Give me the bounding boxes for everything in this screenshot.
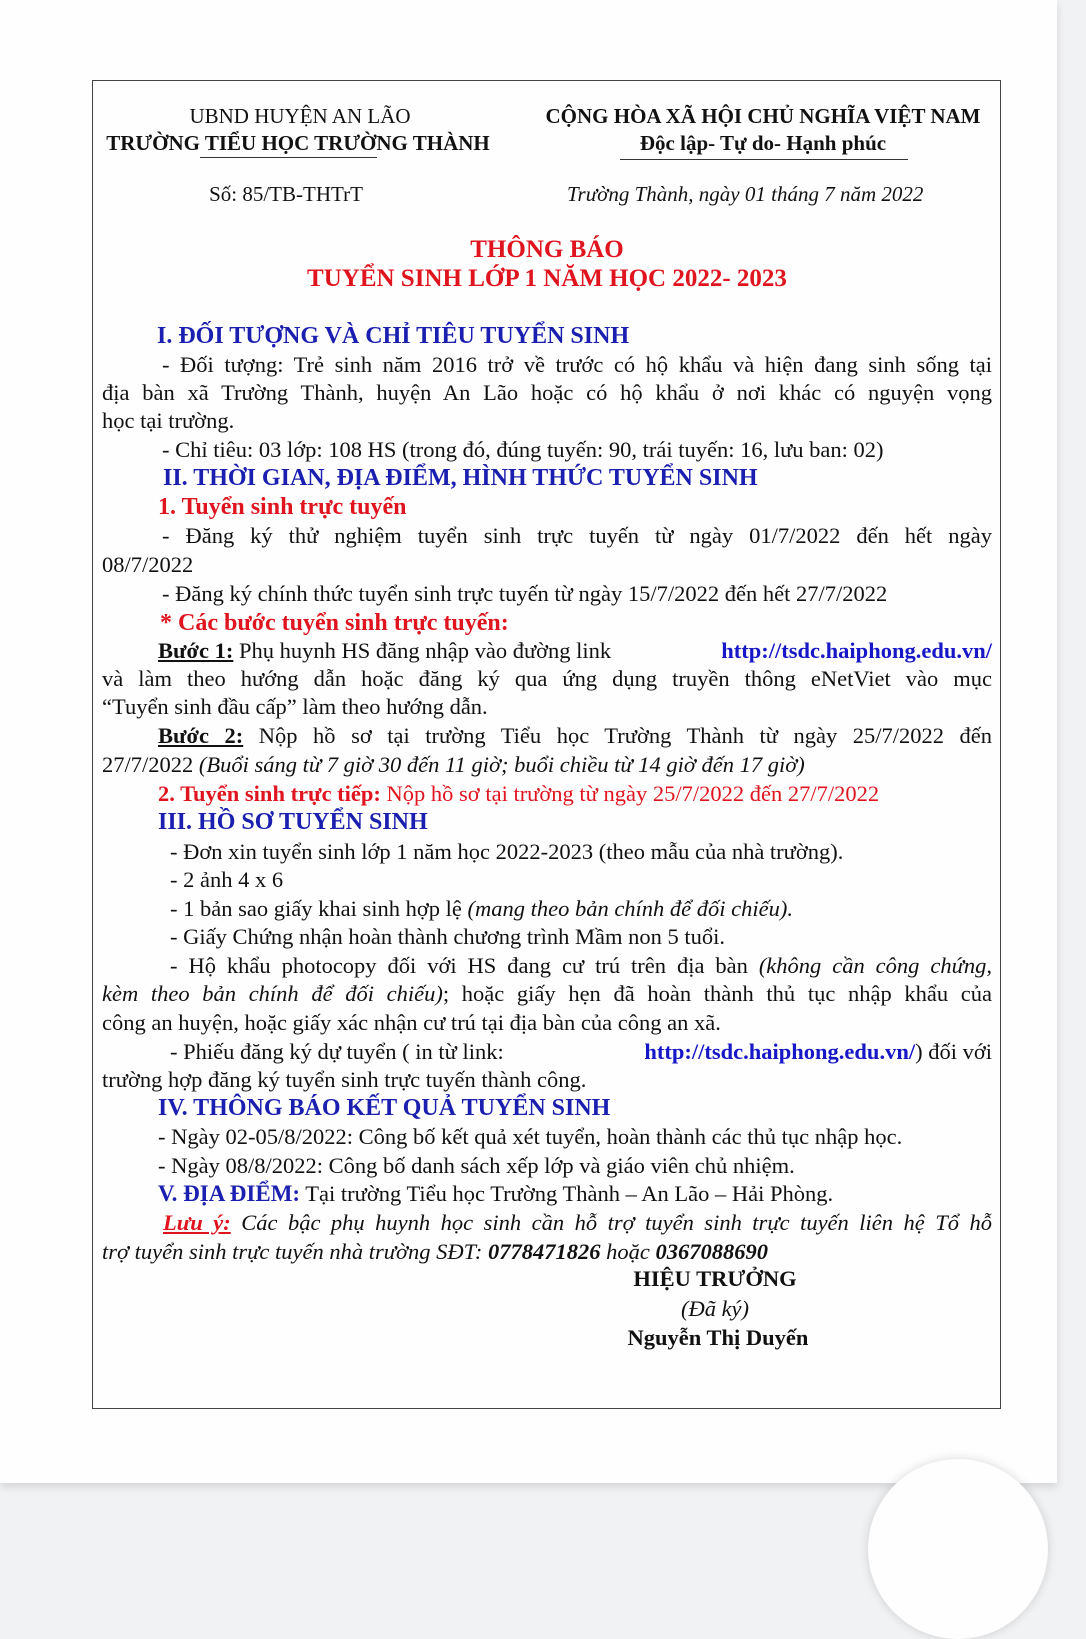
- direct-admission-label: 2. Tuyển sinh trực tiếp:: [158, 781, 381, 806]
- motto-underline: [620, 159, 908, 160]
- step-1-text: Phụ huynh HS đăng nhập vào đường link: [233, 638, 617, 663]
- note-text: Các bậc phụ huynh học sinh cần hỗ trợ tuyển sinh trực tuyến liên hệ Tổ hỗ: [230, 1210, 992, 1235]
- section-2-sub1: 1. Tuyển sinh trực tuyến: [158, 494, 407, 520]
- step-1-label: Bước 1:: [158, 638, 234, 663]
- country-motto: Độc lập- Tự do- Hạnh phúc: [639, 131, 887, 155]
- dossier-item-6-line1: [170, 1039, 992, 1065]
- dossier-item-6-text: - Phiếu đăng ký dự tuyển ( in từ link:: [170, 1039, 510, 1064]
- trial-registration-line2: 08/7/2022: [102, 552, 194, 577]
- dossier-item-6-link[interactable]: http://tsdc.haiphong.edu.vn/: [644, 1039, 916, 1064]
- note-text-cont: trợ tuyển sinh trực tuyến nhà trường SĐT:: [102, 1239, 489, 1264]
- dossier-item-3-note: (mang theo bản chính để đối chiếu).: [467, 896, 794, 921]
- section-1-target-line1: - Đối tượng: Trẻ sinh năm 2016 trở về trước có hộ khẩu và hiện đang sinh sống tại: [162, 352, 992, 377]
- note-or: hoặc: [600, 1239, 656, 1264]
- country-name: CỘNG HÒA XÃ HỘI CHỦ NGHĨA VIỆT NAM: [545, 104, 981, 128]
- step-1-line3: “Tuyển sinh đầu cấp” làm theo hướng dẫn.: [102, 694, 488, 719]
- place-date: Trường Thành, ngày 01 tháng 7 năm 2022: [567, 182, 924, 206]
- note-label: Lưu ý:: [163, 1210, 231, 1235]
- direct-admission-text: Nộp hồ sơ tại trường từ ngày 25/7/2022 đến 27/7/2022: [380, 781, 880, 806]
- dossier-item-2: - 2 ảnh 4 x 6: [170, 867, 284, 892]
- phone-2: 0367088690: [655, 1239, 769, 1264]
- dossier-item-5-line2: [102, 981, 992, 1007]
- signature-title: HIỆU TRƯỞNG: [633, 1266, 797, 1291]
- section-5: [158, 1181, 833, 1207]
- section-1-target-line2: địa bàn xã Trường Thành, huyện An Lão hoặc có hộ khẩu ở nơi khác có nguyện vọng: [102, 380, 992, 405]
- phone-1: 0778471826: [488, 1239, 601, 1264]
- step-2-label: Bước 2:: [158, 723, 244, 748]
- step-1-link[interactable]: http://tsdc.haiphong.edu.vn/: [721, 638, 992, 663]
- dossier-item-1: - Đơn xin tuyển sinh lớp 1 năm học 2022-2023 (theo mẫu của nhà trường).: [170, 839, 844, 864]
- steps-heading: * Các bước tuyển sinh trực tuyến:: [160, 610, 509, 636]
- section-5-text: Tại trường Tiểu học Trường Thành – An Lão – Hải Phòng.: [300, 1181, 834, 1206]
- issuer-school: TRƯỜNG TIỂU HỌC TRƯỜNG THÀNH: [106, 131, 490, 155]
- notice-subtitle: TUYỂN SINH LỚP 1 NĂM HỌC 2022- 2023: [307, 265, 787, 292]
- document-number: Số: 85/TB-THTrT: [209, 182, 363, 206]
- dossier-item-5-note-cont: kèm theo bản chính để đối chiếu): [102, 981, 443, 1006]
- section-2-sub2: [158, 781, 879, 807]
- dossier-item-6-tail: ) đối với: [915, 1039, 992, 1064]
- dossier-item-6-line2: trường hợp đăng ký tuyển sinh trực tuyến thành công.: [102, 1067, 587, 1092]
- section-3-heading: III. HỒ SƠ TUYỂN SINH: [158, 809, 428, 835]
- issuer-underline: [200, 157, 377, 158]
- section-1-target-line3: học tại trường.: [102, 408, 235, 433]
- signature-status: (Đã ký): [680, 1296, 750, 1321]
- dossier-item-4: - Giấy Chứng nhận hoàn thành chương trình Mầm non 5 tuổi.: [170, 924, 725, 949]
- section-5-label: V. ĐỊA ĐIỂM:: [158, 1181, 301, 1206]
- note-line2: [102, 1239, 768, 1265]
- section-1-quota: - Chỉ tiêu: 03 lớp: 108 HS (trong đó, đúng tuyến: 90, trái tuyến: 16, lưu ban: 02): [162, 437, 884, 462]
- step-2-text: Nộp hồ sơ tại trường Tiểu học Trường Thành từ ngày 25/7/2022 đến: [243, 723, 992, 748]
- result-item-2: - Ngày 08/8/2022: Công bố danh sách xếp lớp và giáo viên chủ nhiệm.: [158, 1153, 795, 1178]
- step-2-line2: [102, 752, 805, 778]
- official-registration: - Đăng ký chính thức tuyển sinh trực tuyến từ ngày 15/7/2022 đến hết 27/7/2022: [162, 581, 888, 606]
- dossier-item-5-note: (không cần công chứng,: [758, 953, 992, 978]
- dossier-item-3-text: - 1 bản sao giấy khai sinh hợp lệ: [170, 896, 468, 921]
- step-2-hours: (Buổi sáng từ 7 giờ 30 đến 11 giờ; buổi chiều từ 14 giờ đến 17 giờ): [198, 752, 805, 777]
- notice-title: THÔNG BÁO: [470, 236, 624, 263]
- step-2-line1: [158, 723, 992, 749]
- issuer-authority: UBND HUYỆN AN LÃO: [189, 104, 411, 128]
- floating-action-button[interactable]: [868, 1459, 1048, 1639]
- note-line1: [163, 1210, 992, 1236]
- result-item-1: - Ngày 02-05/8/2022: Công bố kết quả xét tuyển, hoàn thành các thủ tục nhập học.: [158, 1124, 903, 1149]
- step-2-date: 27/7/2022: [102, 752, 199, 777]
- dossier-item-5-line1: [170, 953, 992, 979]
- step-1-line1: [158, 638, 992, 664]
- dossier-item-5-text-cont: ; hoặc giấy hẹn đã hoàn thành thủ tục nhập khẩu của: [442, 981, 992, 1006]
- dossier-item-3: [170, 896, 793, 922]
- section-2-heading: II. THỜI GIAN, ĐỊA ĐIỂM, HÌNH THỨC TUYỂN SINH: [163, 465, 758, 491]
- section-1-heading: I. ĐỐI TƯỢNG VÀ CHỈ TIÊU TUYỂN SINH: [157, 323, 630, 349]
- step-1-line2: và làm theo hướng dẫn hoặc đăng ký qua ứng dụng truyền thông eNetViet vào mục: [102, 666, 992, 691]
- trial-registration-line1: - Đăng ký thử nghiệm tuyển sinh trực tuyến từ ngày 01/7/2022 đến hết ngày: [162, 523, 992, 548]
- signature-name: Nguyễn Thị Duyến: [627, 1325, 809, 1350]
- dossier-item-5-text: - Hộ khẩu photocopy đối với HS đang cư trú trên địa bàn: [170, 953, 759, 978]
- section-4-heading: IV. THÔNG BÁO KẾT QUẢ TUYỂN SINH: [158, 1095, 611, 1121]
- dossier-item-5-line3: công an huyện, hoặc giấy xác nhận cư trú tại địa bàn của công an xã.: [102, 1010, 721, 1035]
